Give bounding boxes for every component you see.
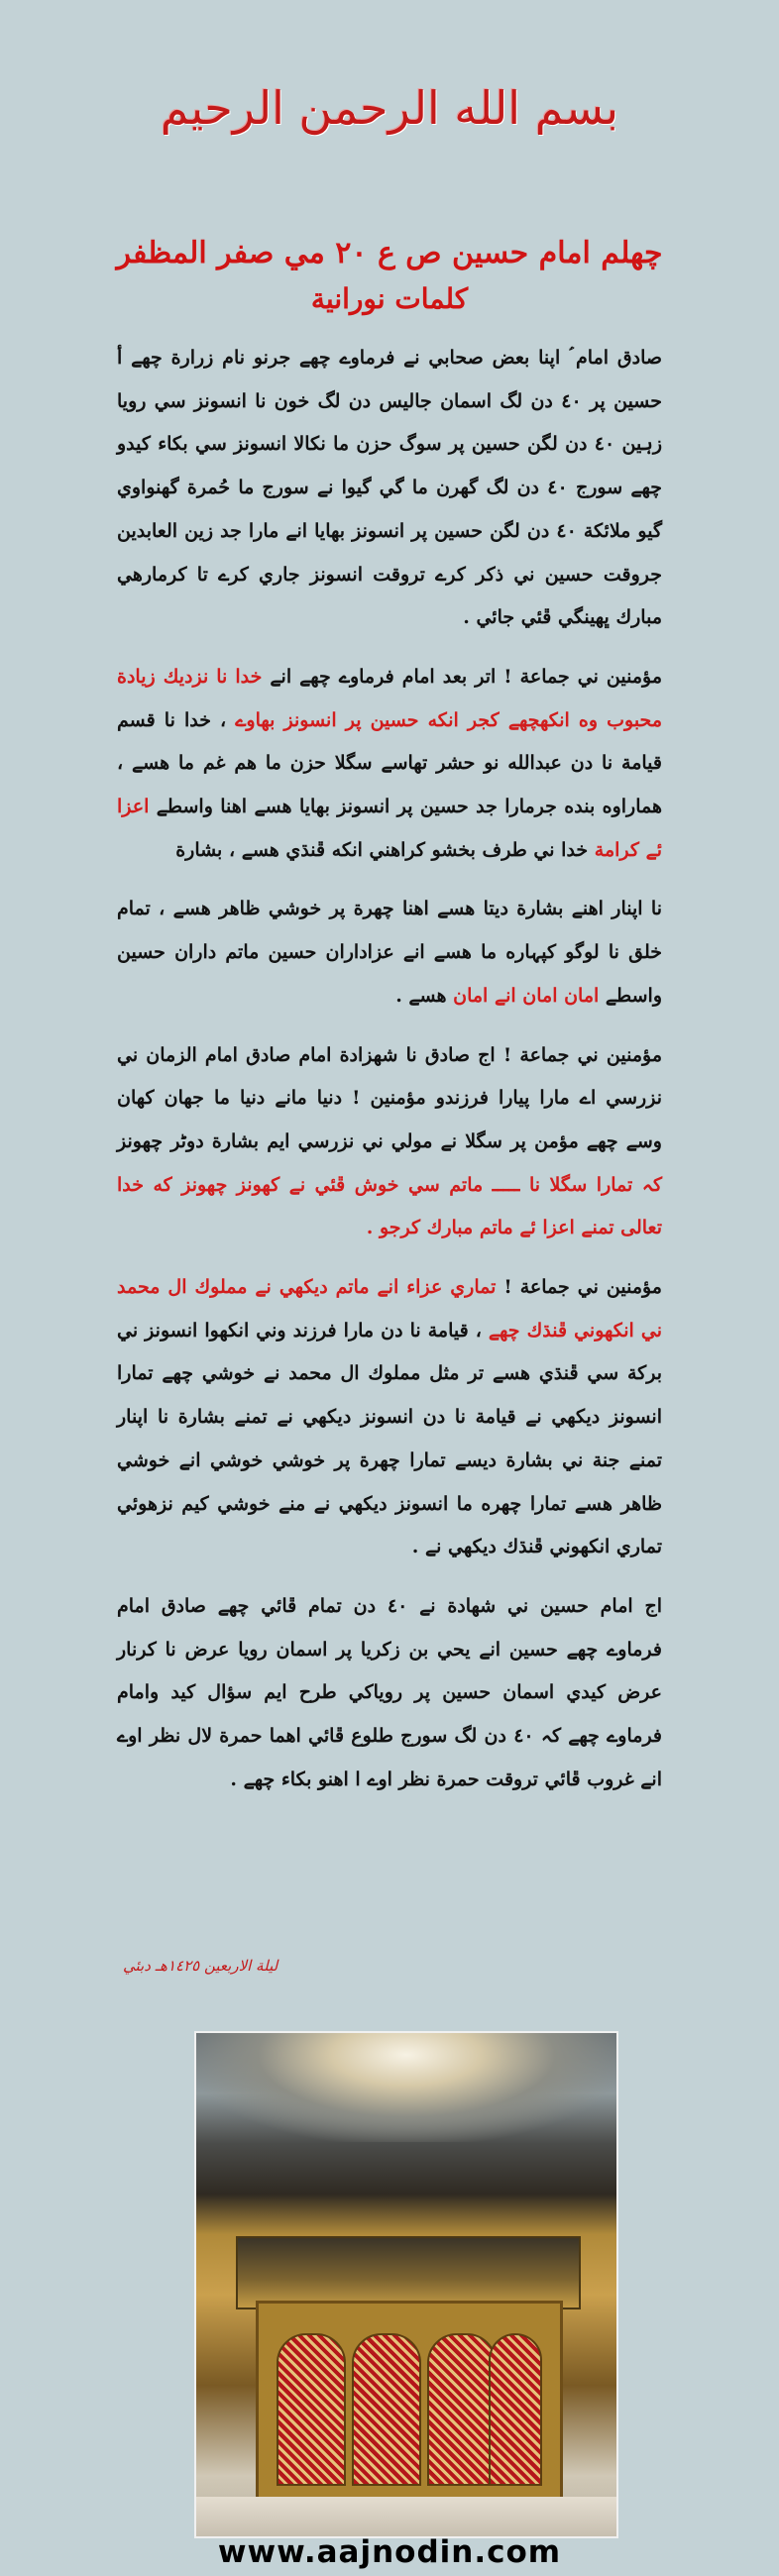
shrine-roof-graphic (236, 2236, 581, 2309)
paragraph (117, 656, 662, 873)
paragraph (117, 1585, 662, 1802)
shrine-photo (194, 2031, 618, 2538)
body-text: خدا ني طرف بخشو كراهني انكه ڦنڌي هسے ، بشارة (175, 838, 595, 861)
body-text: اج امام حسين ني شهادة نے ٤٠ دن تمام ڦائي چھے صادق امام فرماوے چھے حسين انے يحي بن زكريا پر اسمان رويا عرض نا كرنار عرض كيدي اسمان حسين پر روياكي طرح ايم سؤال كيد وامام فرماوے چھے كہ ٤٠ دن لگ سورج طلوع ڦائي اهما حمرة لال نظر اوے انے غروب ڦائي تروقت حمرة نظر اوے ا اهنو بكاء چھے . (117, 1594, 663, 1790)
highlight-text: تماري عزاء انے ماتم ديكهي نے مملوك ال محمد ني انكهوني ڦنڌك چھے (117, 1276, 663, 1342)
page-title: چهلم امام حسين ص ع ٢٠ مي صفر المظفر (116, 236, 663, 270)
highlight-text: كہ تمارا سگلا نا ـــــ ماتم سي خوش ڦئي نے كهونز چھونز كه خدا تعالى تمنے اعزا ئے ماتم مبارك كرجو . (117, 1173, 662, 1239)
page-subtitle: كلمات نورانية (310, 282, 469, 315)
chandelier-graphic (196, 2033, 616, 2142)
bismillah-calligraphy: بسم الله الرحمن الرحيم (160, 81, 619, 135)
body-text: هسے . (395, 984, 454, 1007)
highlight-text: امان امان انے امان (453, 984, 600, 1007)
website-link[interactable]: www.aajnodin.com (217, 2534, 562, 2570)
shrine-cage-graphic (256, 2301, 563, 2505)
paragraph (117, 1034, 662, 1251)
article-body (117, 337, 662, 1802)
grille-panel (352, 2333, 421, 2486)
highlight-text: خدا نا نزديك زيادة محبوب وه انكهچھے كجر انكه حسين پر انسونز بهاوے (117, 665, 662, 731)
floor-graphic (196, 2497, 616, 2536)
body-text: نا اپنار اهنے بشارة ديتا هسے اهنا چهرة پر خوشي ظاهر هسے ، تمام خلق نا لوگو كپہاره ما هسے انے عزاداران حسين ماتم داران حسين واسطے (117, 898, 662, 1007)
paragraph (117, 888, 662, 1018)
paragraph (117, 1266, 662, 1569)
body-text: مؤمنين ني جماعة ! اج صادق نا شهزادة امام صادق امام الزمان ني نزرسي اے مارا پيارا فرزندو مؤمنين ! دنيا مانے دنيا ما جهان كهان وسے چھے مؤمن پر سگلا نے مولي ني نزرسي ايم بشارة دوڻر چھونز (117, 1043, 662, 1152)
highlight-text: اعزا ئے كرامة (117, 796, 662, 861)
body-text: مؤمنين ني جماعة ! (496, 1276, 662, 1299)
grille-panel (427, 2333, 497, 2486)
body-text: ، خدا نا قسم قيامة نا دن عبدالله نو حشر تهاسے سگلا حزن ما هم غم ما هسے ، هماراوه بنده جرمارا جد حسين پر انسونز بهايا هسے اهنا واسطے (117, 708, 662, 818)
body-text: مؤمنين ني جماعة ! اتر بعد امام فرماوے چھے انے (262, 665, 663, 688)
body-text: ، قيامة نا دن مارا فرزند وني انكهوا انسونز ني بركة سي ڦنڌي هسے تر مثل مملوك ال محمد نے خوشي چھے تمارا انسونز ديكهي نے قيامة نا دن انسونز ديكهي نے تمنے بشارة نا اپنار تمنے جنة ني بشارة ديسے تمارا چهرة پر خوشي خوشي انے خوشي ظاهر هسے تمارا چهره ما انسونز ديكهي نے منے خوشي كيم نزهوئي تماري انكهوني ڦنڌك ديكهي نے . (117, 1319, 662, 1558)
body-text: صادق امام ؑ اپنا بعض صحابي نے فرماوے چھے جرنو نام زرارة چھے أ حسين پر ٤٠ دن لگ اسمان جاليس دن لگ خون نا انسونز سي رويا زہين ٤٠ دن لگن حسين پر سوگ حزن ما نكالا انسونز سي بكاء كيدو چھے سورج ٤٠ دن لگ گهرن ما گي گيوا نے سورج ما حُمرة گهنواوي گيو ملائكة ٤٠ دن لگن حسين پر انسونز بهايا انے مارا جد زين العابدين جروقت حسين ني ذكر كرے تروقت انسونز جاري كرے تا كرمارهي مبارك ڀهينگي ڦئي جائي . (117, 347, 663, 629)
paragraph (117, 337, 662, 640)
grille-panel (489, 2333, 542, 2486)
grille-panel (277, 2333, 346, 2486)
signature-date: ليلة الاربعين ١٤٢٥هـ دبئي (123, 1957, 278, 1975)
